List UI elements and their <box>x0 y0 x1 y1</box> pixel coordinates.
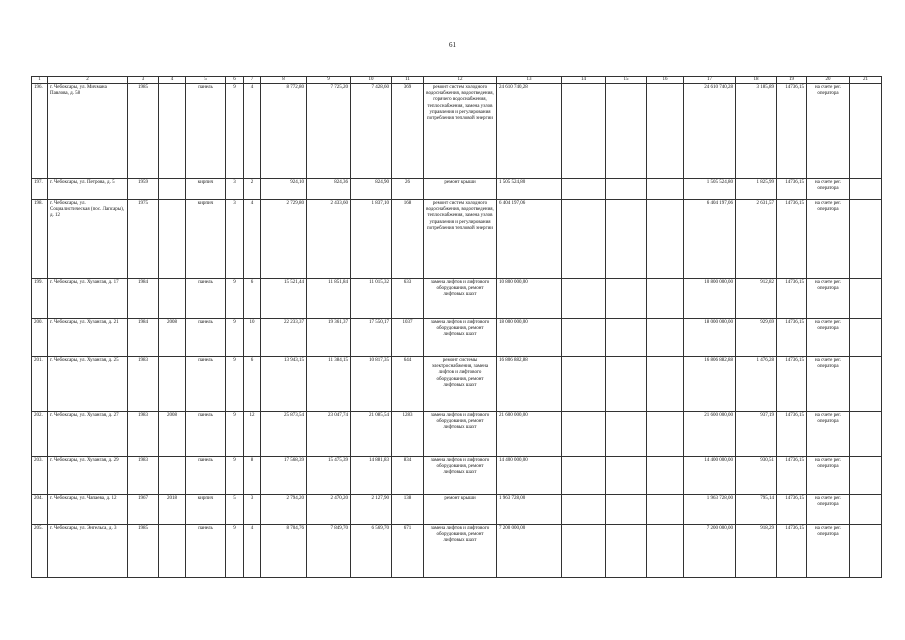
table-cell: 14736,15 <box>777 319 807 357</box>
table-cell: 824,90 <box>351 179 392 200</box>
table-cell: 937,19 <box>736 412 777 457</box>
table-cell <box>647 495 684 525</box>
column-number-cell: 11 <box>392 77 424 84</box>
table-cell: 18 000 000,00 <box>497 319 562 357</box>
table-cell <box>606 84 647 179</box>
table-cell: 200. <box>32 319 48 357</box>
table-cell <box>850 279 882 319</box>
table-cell: 2 470,20 <box>307 495 351 525</box>
table-cell <box>850 200 882 279</box>
table-cell: 2008 <box>159 412 186 457</box>
table-cell: 10 <box>244 319 261 357</box>
table-cell: 7 200 000,00 <box>684 525 736 578</box>
table-cell <box>159 279 186 319</box>
table-cell: на счете рег. оператора <box>807 357 850 412</box>
table-cell: 138 <box>392 495 424 525</box>
table-cell: 24 610 740,28 <box>497 84 562 179</box>
table-cell: 198. <box>32 200 48 279</box>
table-cell <box>647 200 684 279</box>
table-cell: ремонт систем холодного водоснабжения, водоотведения, горячего водоснабжения, теплоснабжения, замена узлов управления и регулирования потребления тепловой энергии <box>424 84 497 179</box>
table-cell <box>159 357 186 412</box>
table-cell: 8 <box>244 457 261 495</box>
table-cell: 14736,15 <box>777 279 807 319</box>
table-cell: на счете рег. оператора <box>807 495 850 525</box>
table-cell: кирпич <box>186 179 226 200</box>
table-cell: 6 <box>244 279 261 319</box>
table-cell: 21 600 000,00 <box>497 412 562 457</box>
table-cell: 9 <box>226 357 244 412</box>
table-cell: 15 521,44 <box>261 279 307 319</box>
table-cell: 1983 <box>128 412 159 457</box>
table-cell <box>159 525 186 578</box>
table-cell <box>562 357 606 412</box>
table-cell: 9 <box>226 279 244 319</box>
table-cell: 21 085,54 <box>351 412 392 457</box>
column-number-row <box>32 77 882 84</box>
table-cell: г. Чебоксары, ул. Хузангая, д. 21 <box>48 319 128 357</box>
table-cell: 1 505 524,80 <box>684 179 736 200</box>
table-cell: панель <box>186 525 226 578</box>
column-number-cell: 17 <box>684 77 736 84</box>
table-cell <box>606 200 647 279</box>
table-cell: 16 806 882,88 <box>684 357 736 412</box>
table-cell: на счете рег. оператора <box>807 279 850 319</box>
table-cell: 369 <box>392 84 424 179</box>
table-cell: 4 <box>244 84 261 179</box>
table-cell: 199. <box>32 279 48 319</box>
column-number-cell: 8 <box>261 77 307 84</box>
table-cell: 3 185,89 <box>736 84 777 179</box>
table-cell: 11 015,32 <box>351 279 392 319</box>
table-cell <box>562 279 606 319</box>
table-cell: панель <box>186 319 226 357</box>
table-cell: на счете рег. оператора <box>807 200 850 279</box>
table-cell <box>606 495 647 525</box>
table-cell: 1 825,99 <box>736 179 777 200</box>
table-cell <box>647 279 684 319</box>
table-cell: 19 361,37 <box>307 319 351 357</box>
table-cell: 9 <box>226 525 244 578</box>
table-cell: на счете рег. оператора <box>807 525 850 578</box>
column-number-cell: 15 <box>606 77 647 84</box>
table-cell <box>647 412 684 457</box>
table-row <box>32 412 882 457</box>
table-cell: 6 569,70 <box>351 525 392 578</box>
table-cell <box>647 457 684 495</box>
table-cell: г. Чебоксары, ул. Мичмана Павлова, д. 58 <box>48 84 128 179</box>
table-cell: 1 476,28 <box>736 357 777 412</box>
table-cell: 14736,15 <box>777 84 807 179</box>
table-cell <box>850 319 882 357</box>
table-cell: 1 963 728,00 <box>497 495 562 525</box>
table-cell: 14736,15 <box>777 412 807 457</box>
table-cell: 2008 <box>159 319 186 357</box>
table-cell: 14736,15 <box>777 525 807 578</box>
table-cell <box>850 525 882 578</box>
table-cell: 14736,15 <box>777 200 807 279</box>
table-cell <box>562 319 606 357</box>
column-number-cell: 5 <box>186 77 226 84</box>
table-cell: ремонт крыши <box>424 179 497 200</box>
table-cell: 2 <box>244 179 261 200</box>
table-cell <box>850 357 882 412</box>
table-cell: 168 <box>392 200 424 279</box>
table-cell: 824,36 <box>307 179 351 200</box>
table-cell: 21 600 000,00 <box>684 412 736 457</box>
table-cell: 930,51 <box>736 457 777 495</box>
table-cell: 10 800 000,00 <box>684 279 736 319</box>
table-cell <box>159 179 186 200</box>
table-cell: 834 <box>392 457 424 495</box>
table-cell <box>606 179 647 200</box>
table-cell: 2018 <box>159 495 186 525</box>
table-cell: г. Чебоксары, ул. Хузангая, д. 29 <box>48 457 128 495</box>
table-cell: 7 428,60 <box>351 84 392 179</box>
table-cell: 2 127,90 <box>351 495 392 525</box>
table-cell <box>850 179 882 200</box>
table-cell: 9 <box>226 319 244 357</box>
table-row <box>32 179 882 200</box>
table-cell: 2 729,80 <box>261 200 307 279</box>
table-cell <box>606 412 647 457</box>
table-row <box>32 357 882 412</box>
table-cell: 14736,15 <box>777 457 807 495</box>
table-cell <box>850 495 882 525</box>
table-cell: 2 433,60 <box>307 200 351 279</box>
table-cell: г. Чебоксары, ул. Чапаева, д. 12 <box>48 495 128 525</box>
table-cell: 912,82 <box>736 279 777 319</box>
column-number-cell: 19 <box>777 77 807 84</box>
table-cell: 5 <box>226 495 244 525</box>
table-cell: 1983 <box>128 457 159 495</box>
table-cell: 9 <box>226 412 244 457</box>
table-cell: 1967 <box>128 495 159 525</box>
table-cell <box>606 457 647 495</box>
table-row <box>32 200 882 279</box>
table-cell: 1975 <box>128 200 159 279</box>
table-cell: 644 <box>392 357 424 412</box>
table-cell: 23 047,74 <box>307 412 351 457</box>
column-number-cell: 7 <box>244 77 261 84</box>
table-cell: 10 817,35 <box>351 357 392 412</box>
table-row <box>32 84 882 179</box>
table-cell: г. Чебоксары, ул. Петрова, д. 5 <box>48 179 128 200</box>
table-cell: 203. <box>32 457 48 495</box>
table-cell <box>647 179 684 200</box>
table-cell: замена лифтов и лифтового оборудования, ремонт лифтовых шахт <box>424 279 497 319</box>
table-cell: 14 881,83 <box>351 457 392 495</box>
table-cell: на счете рег. оператора <box>807 84 850 179</box>
table-cell: 205. <box>32 525 48 578</box>
table-cell: замена лифтов и лифтового оборудования, ремонт лифтовых шахт <box>424 457 497 495</box>
table-cell: 924,10 <box>261 179 307 200</box>
table-cell: г. Чебоксары, ул. Хузангая, д. 27 <box>48 412 128 457</box>
column-number-cell: 3 <box>128 77 159 84</box>
table-cell <box>606 319 647 357</box>
table-cell <box>647 357 684 412</box>
table-cell: панель <box>186 457 226 495</box>
table-cell: г. Чебоксары, ул. Хузангая, д. 17 <box>48 279 128 319</box>
table-cell: на счете рег. оператора <box>807 319 850 357</box>
column-number-cell: 12 <box>424 77 497 84</box>
table-cell: 8 704,76 <box>261 525 307 578</box>
table-cell <box>562 412 606 457</box>
table-cell <box>606 357 647 412</box>
table-cell: 2 631,57 <box>736 200 777 279</box>
table-cell: 197. <box>32 179 48 200</box>
table-cell: 671 <box>392 525 424 578</box>
table-cell: ремонт систем холодного водоснабжения, водоотведения, теплоснабжения, замена узлов управления и регулирования потребления тепловой энергии <box>424 200 497 279</box>
table-cell: 10 800 000,00 <box>497 279 562 319</box>
table-cell: 17 568,39 <box>261 457 307 495</box>
table-cell: панель <box>186 279 226 319</box>
table-cell: 1984 <box>128 319 159 357</box>
table-cell: 1983 <box>128 357 159 412</box>
table-cell: 14 400 000,00 <box>497 457 562 495</box>
table-cell: 1984 <box>128 279 159 319</box>
table-cell: 201. <box>32 357 48 412</box>
table-cell: г. Чебоксары, ул. Хузангая, д. 25 <box>48 357 128 412</box>
table-cell: 1 837,10 <box>351 200 392 279</box>
table-cell: панель <box>186 357 226 412</box>
table-cell <box>562 179 606 200</box>
table-cell <box>647 525 684 578</box>
table-cell: 6 404 197,06 <box>497 200 562 279</box>
column-number-cell: 14 <box>562 77 606 84</box>
table-cell: 7 200 000,00 <box>497 525 562 578</box>
table-cell: замена лифтов и лифтового оборудования, ремонт лифтовых шахт <box>424 319 497 357</box>
table-cell: г. Чебоксары, ул. Социалистическая (пос. Лапсары), д. 12 <box>48 200 128 279</box>
table-cell <box>562 457 606 495</box>
table-cell: г. Чебоксары, ул. Энгельса, д. 3 <box>48 525 128 578</box>
table-cell: 14 400 000,00 <box>684 457 736 495</box>
column-number-cell: 16 <box>647 77 684 84</box>
table-cell: 4 <box>244 200 261 279</box>
table-cell: 1 505 524,80 <box>497 179 562 200</box>
column-number-cell: 1 <box>32 77 48 84</box>
table-row <box>32 495 882 525</box>
table-cell: кирпич <box>186 495 226 525</box>
table-cell <box>159 200 186 279</box>
table-cell <box>159 84 186 179</box>
table-row <box>32 457 882 495</box>
table-cell: на счете рег. оператора <box>807 457 850 495</box>
table-cell <box>562 84 606 179</box>
table-cell: 1037 <box>392 319 424 357</box>
table-row <box>32 525 882 578</box>
table-cell: 795,14 <box>736 495 777 525</box>
table-cell: 3 <box>226 200 244 279</box>
table-cell <box>647 319 684 357</box>
table-cell: 7 725,20 <box>307 84 351 179</box>
table-cell: 2 794,20 <box>261 495 307 525</box>
table-cell: 15 475,39 <box>307 457 351 495</box>
table-cell: 8 772,80 <box>261 84 307 179</box>
table-cell <box>562 525 606 578</box>
table-cell: 22 233,37 <box>261 319 307 357</box>
table-cell: 633 <box>392 279 424 319</box>
table-cell: 3 <box>226 179 244 200</box>
table-cell: 1 963 728,00 <box>684 495 736 525</box>
table-cell <box>850 457 882 495</box>
table-row <box>32 279 882 319</box>
table-cell: 14736,15 <box>777 357 807 412</box>
table-cell: замена лифтов и лифтового оборудования, ремонт лифтовых шахт <box>424 412 497 457</box>
table-cell: 6 <box>244 357 261 412</box>
table-cell: 4 <box>244 525 261 578</box>
table-cell: ремонт системы электроснабжения, замена лифтов и лифтового оборудования, ремонт лифтовых шахт <box>424 357 497 412</box>
table-cell: 14736,15 <box>777 179 807 200</box>
table-cell: кирпич <box>186 200 226 279</box>
table-cell: 25 873,54 <box>261 412 307 457</box>
page-number: 61 <box>449 41 456 49</box>
table-cell: 17 550,17 <box>351 319 392 357</box>
table-cell <box>606 279 647 319</box>
column-number-cell: 4 <box>159 77 186 84</box>
column-number-cell: 21 <box>850 77 882 84</box>
table-cell: 3 <box>244 495 261 525</box>
table-cell: 11 851,84 <box>307 279 351 319</box>
table-cell <box>850 84 882 179</box>
table-cell: 1985 <box>128 84 159 179</box>
table-cell: 1959 <box>128 179 159 200</box>
table-cell: 16 806 882,88 <box>497 357 562 412</box>
table-cell: панель <box>186 84 226 179</box>
table-cell: 11 384,15 <box>307 357 351 412</box>
table-cell: 18 000 000,00 <box>684 319 736 357</box>
column-number-cell: 20 <box>807 77 850 84</box>
column-number-cell: 10 <box>351 77 392 84</box>
column-number-cell: 6 <box>226 77 244 84</box>
table-cell: 13 943,15 <box>261 357 307 412</box>
column-number-cell: 13 <box>497 77 562 84</box>
table-cell: 929,69 <box>736 319 777 357</box>
table-cell: 6 404 197,06 <box>684 200 736 279</box>
table-cell: 918,29 <box>736 525 777 578</box>
table-cell <box>159 457 186 495</box>
table-cell <box>562 495 606 525</box>
table-cell: 202. <box>32 412 48 457</box>
column-number-cell: 9 <box>307 77 351 84</box>
table-cell: 7 849,70 <box>307 525 351 578</box>
table-cell: 196. <box>32 84 48 179</box>
table-cell: 14736,15 <box>777 495 807 525</box>
table-cell: замена лифтов и лифтового оборудования, ремонт лифтовых шахт <box>424 525 497 578</box>
table-cell <box>606 525 647 578</box>
table-cell: на счете рег. оператора <box>807 179 850 200</box>
table-cell: 1985 <box>128 525 159 578</box>
column-number-cell: 2 <box>48 77 128 84</box>
column-number-cell: 18 <box>736 77 777 84</box>
table-cell: 9 <box>226 457 244 495</box>
table-row <box>32 319 882 357</box>
table-cell: 9 <box>226 84 244 179</box>
table-cell <box>850 412 882 457</box>
table-cell: 204. <box>32 495 48 525</box>
table-cell: 12 <box>244 412 261 457</box>
table-cell: панель <box>186 412 226 457</box>
table-cell: ремонт крыши <box>424 495 497 525</box>
table-cell: 26 <box>392 179 424 200</box>
table-cell: 24 610 740,28 <box>684 84 736 179</box>
table-cell: на счете рег. оператора <box>807 412 850 457</box>
table-cell: 1283 <box>392 412 424 457</box>
table-cell <box>647 84 684 179</box>
capital-repair-register-table <box>31 76 882 578</box>
table-cell <box>562 200 606 279</box>
